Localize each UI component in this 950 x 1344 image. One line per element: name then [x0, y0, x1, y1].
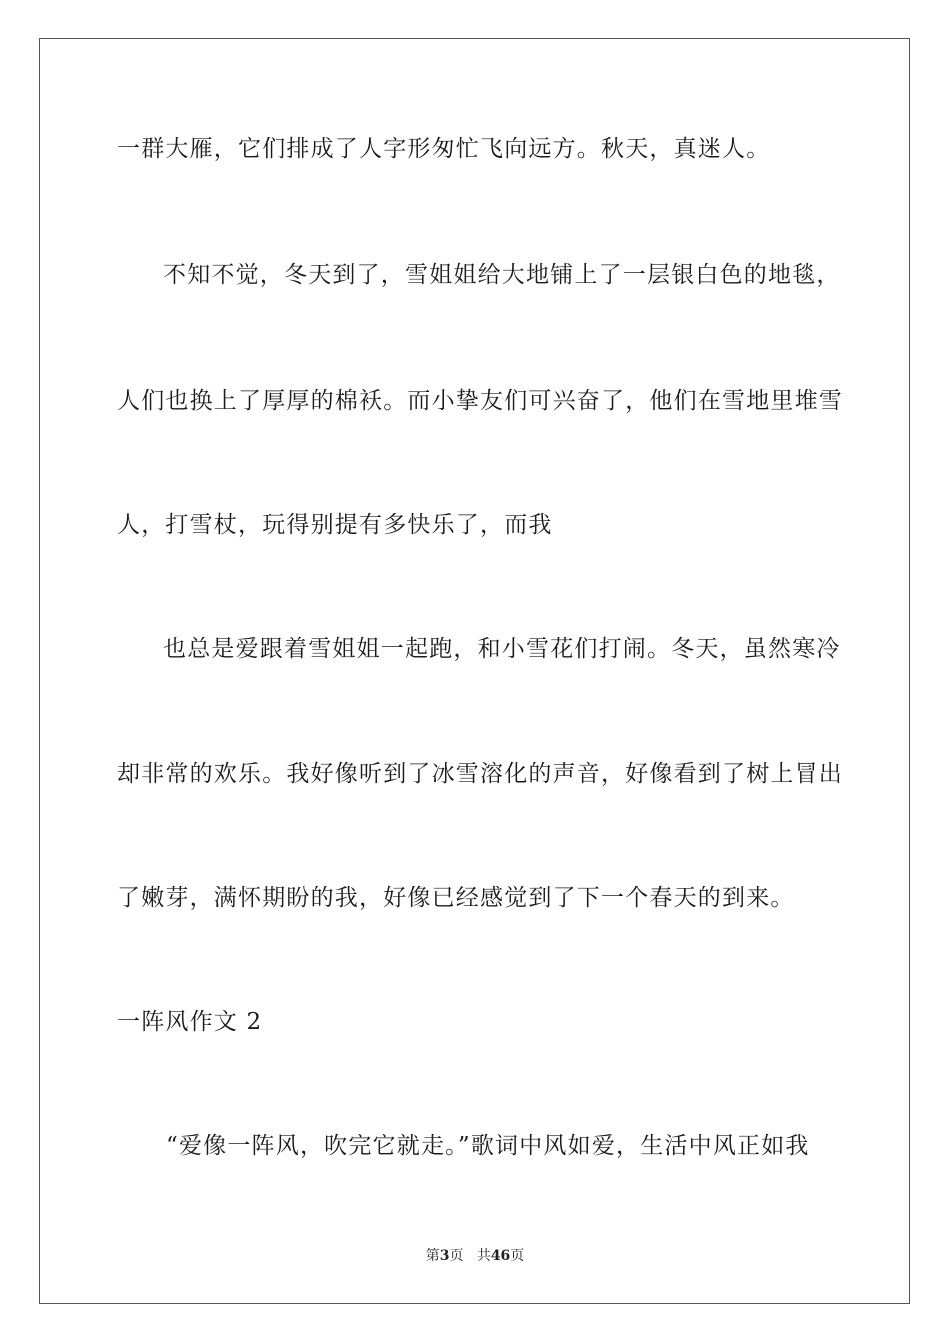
text-line-1: 一群大雁，它们排成了人字形匆忙飞向远方。秋天，真迷人。 — [117, 136, 771, 162]
text-line-6: 却非常的欢乐。我好像听到了冰雪溶化的声音，好像看到了树上冒出 — [117, 761, 843, 787]
text-line-2: 不知不觉，冬天到了，雪姐姐给大地铺上了一层银白色的地毯， — [163, 262, 841, 288]
footer-page-prefix: 第 — [425, 1248, 440, 1264]
section-heading: 一阵风作文 2 — [117, 1009, 263, 1035]
page-frame — [39, 38, 910, 1304]
footer-total-pages: 46 — [490, 1248, 511, 1264]
page-footer — [0, 1247, 950, 1265]
text-line-7: 了嫩芽，满怀期盼的我，好像已经感觉到了下一个春天的到来。 — [117, 885, 795, 911]
text-line-3: 人们也换上了厚厚的棉袄。而小挚友们可兴奋了，他们在雪地里堆雪 — [117, 388, 843, 414]
footer-page-number: 3 — [439, 1248, 450, 1264]
text-line-5: 也总是爱跟着雪姐姐一起跑，和小雪花们打闹。冬天，虽然寒冷 — [163, 636, 841, 662]
text-line-8: “爱像一阵风，吹完它就走。”歌词中风如爱，生活中风正如我 — [166, 1133, 810, 1159]
text-line-4: 人，打雪杖，玩得别提有多快乐了，而我 — [117, 512, 553, 538]
footer-page-suffix: 页 — [449, 1248, 464, 1264]
footer-total-prefix: 共 — [476, 1248, 491, 1264]
footer-total-suffix: 页 — [510, 1248, 525, 1264]
